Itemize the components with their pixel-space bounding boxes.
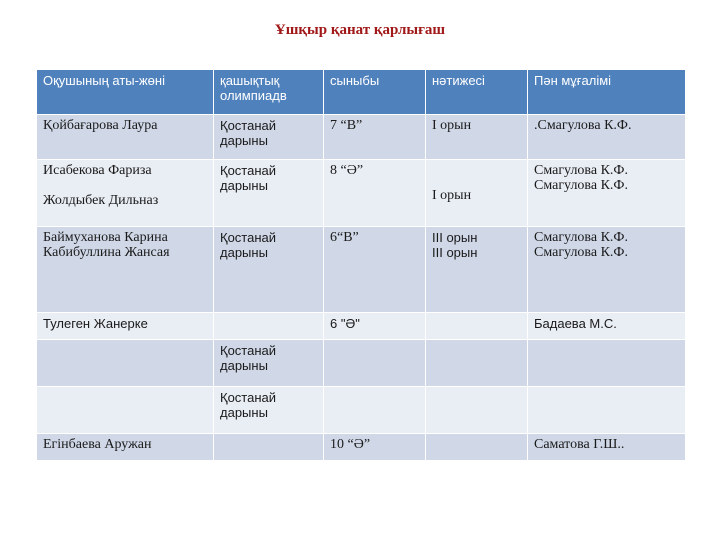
header-olympiad: қашықтық олимпиадв — [214, 70, 324, 115]
grade-cell — [324, 387, 426, 434]
result-cell: І орын — [426, 115, 528, 160]
header-result: нәтижесі — [426, 70, 528, 115]
teacher-cell: Смагулова К.Ф. Смагулова К.Ф. — [528, 160, 686, 227]
olympiad-cell: Қостанай дарыны — [214, 340, 324, 387]
student-name-cell: Исабекова Фариза Жолдыбек Дильназ — [37, 160, 214, 227]
result-cell: ІІІ орын ІІІ орын — [426, 227, 528, 313]
grade-cell: 10 “Ә” — [324, 434, 426, 461]
table-row — [37, 313, 686, 340]
student-name-cell: Егінбаева Аружан — [37, 434, 214, 461]
student-name-cell — [37, 387, 214, 434]
olympiad-cell: Қостанай дарыны — [214, 115, 324, 160]
result-cell — [426, 313, 528, 340]
olympiad-cell — [214, 313, 324, 340]
grade-cell — [324, 340, 426, 387]
result-cell: І орын — [426, 160, 528, 227]
olympiad-cell — [214, 434, 324, 461]
table-row — [37, 387, 686, 434]
student-name-cell: Қойбағарова Лаура — [37, 115, 214, 160]
teacher-cell — [528, 340, 686, 387]
table-row — [37, 227, 686, 313]
student-name-cell — [37, 340, 214, 387]
grade-cell: 6 "Ә" — [324, 313, 426, 340]
teacher-cell: .Смагулова К.Ф. — [528, 115, 686, 160]
page-title: Ұшқыр қанат қарлығаш — [274, 22, 446, 38]
table-row — [37, 340, 686, 387]
table-row — [37, 115, 686, 160]
header-grade: сыныбы — [324, 70, 426, 115]
grade-cell: 8 “Ә” — [324, 160, 426, 227]
grade-cell: 6“В” — [324, 227, 426, 313]
olympiad-cell: Қостанай дарыны — [214, 160, 324, 227]
result-cell — [426, 340, 528, 387]
table-row — [37, 160, 686, 227]
teacher-cell: Смагулова К.Ф. Смагулова К.Ф. — [528, 227, 686, 313]
olympiad-cell: Қостанай дарыны — [214, 227, 324, 313]
teacher-cell — [528, 387, 686, 434]
result-cell — [426, 387, 528, 434]
result-cell — [426, 434, 528, 461]
student-name-cell: Тулеген Жанерке — [37, 313, 214, 340]
table-row — [37, 434, 686, 461]
olympiad-cell: Қостанай дарыны — [214, 387, 324, 434]
teacher-cell: Саматова Г.Ш.. — [528, 434, 686, 461]
header-student-name: Оқушының аты-жөні — [37, 70, 214, 115]
grade-cell: 7 “В” — [324, 115, 426, 160]
header-teacher: Пән мұғалімі — [528, 70, 686, 115]
student-name-cell: Баймуханова Карина Кабибуллина Жансая — [37, 227, 214, 313]
olympiad-results-table — [36, 69, 686, 461]
teacher-cell: Бадаева М.С. — [528, 313, 686, 340]
table-header-row — [37, 70, 686, 115]
